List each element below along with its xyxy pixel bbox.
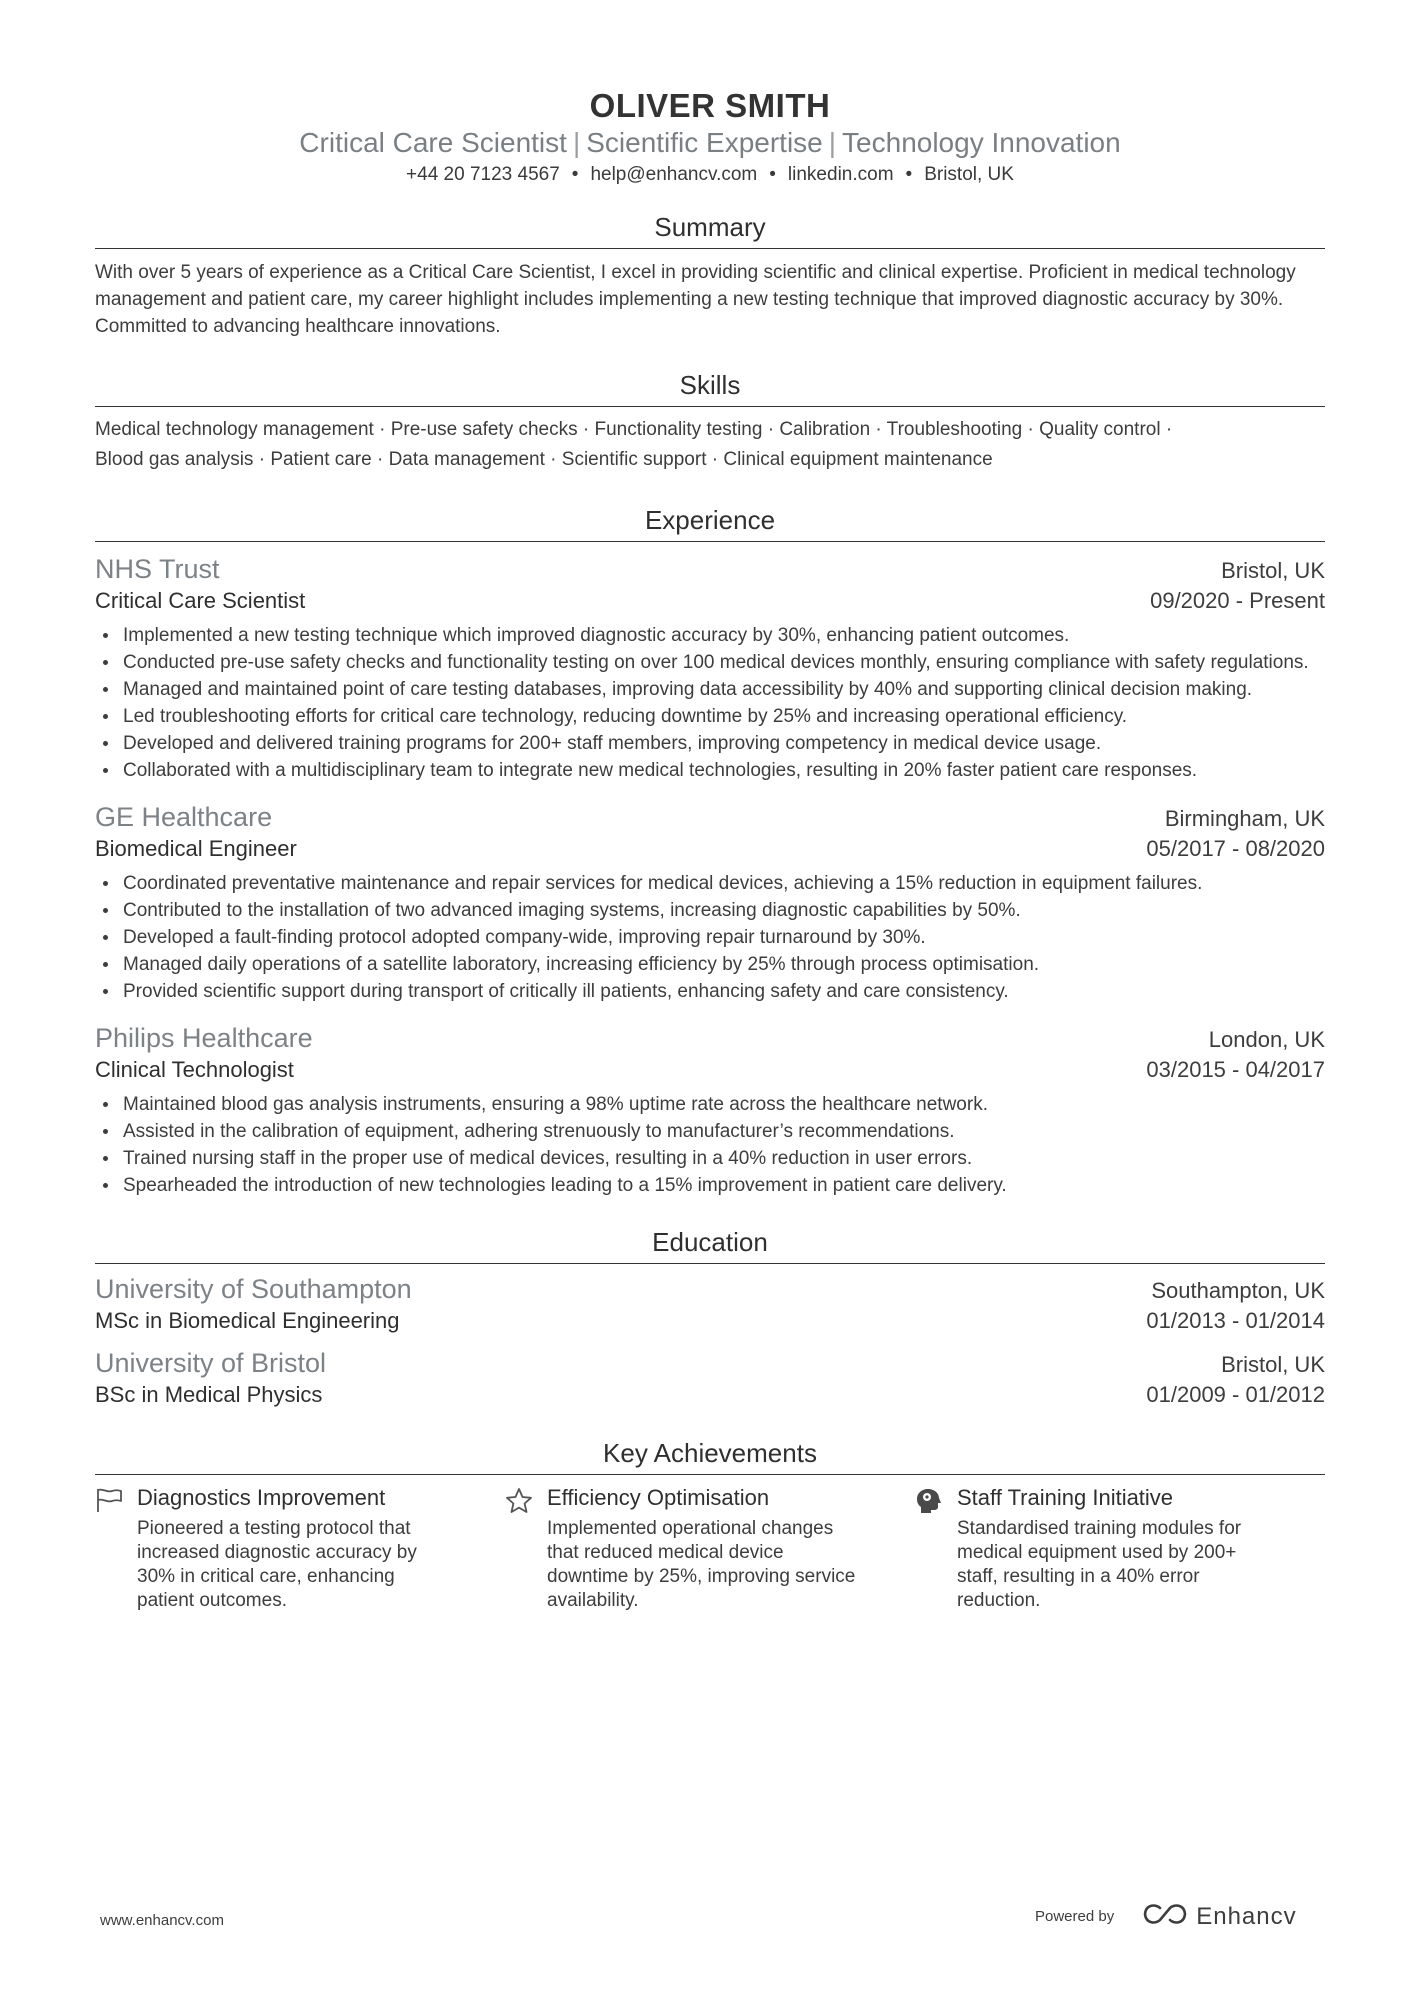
section-title: Summary: [95, 210, 1325, 249]
contact-separator: •: [905, 164, 913, 185]
bullet-item: Developed a fault-finding protocol adopted company-wide, improving repair turnaround by 30%.: [123, 924, 1325, 951]
job-entry: [95, 800, 1325, 1005]
achievement-item: [505, 1483, 915, 1613]
contact-separator: •: [769, 164, 776, 185]
degree: BSc in Medical Physics: [95, 1382, 323, 1407]
bullet-item: Led troubleshooting efforts for critical care technology, reducing downtime by 25% and increasing operational efficiency.: [123, 703, 1325, 730]
job-title: Biomedical Engineer: [95, 836, 297, 861]
flag-icon: [95, 1483, 137, 1613]
achievement-title: Diagnostics Improvement: [137, 1485, 386, 1510]
summary-section: [95, 210, 1325, 340]
company-name: Philips Healthcare: [95, 1023, 313, 1053]
bullet-item: Contributed to the installation of two advanced imaging systems, increasing diagnostic capabilities by 50%.: [123, 897, 1325, 924]
bullet-item: Developed and delivered training programs for 200+ staff members, improving competency in medical device usage.: [123, 730, 1325, 757]
achievement-title: Staff Training Initiative: [957, 1485, 1174, 1510]
bullet-item: Collaborated with a multidisciplinary team to integrate new medical technologies, resulting in 20% faster patient care responses.: [123, 757, 1325, 784]
skills-section: [95, 368, 1325, 475]
achievement-text: Pioneered a testing protocol that increased diagnostic accuracy by 30% in critical care, enhancing patient outcomes.: [137, 1518, 417, 1611]
footer-website-link[interactable]: www.enhancv.com: [100, 1912, 224, 1929]
skills-line: Medical technology management · Pre-use safety checks · Functionality testing · Calibration · Troubleshooting · Quality control ·: [95, 419, 1173, 440]
job-bullets: [95, 1091, 1325, 1199]
star-icon: [505, 1483, 547, 1613]
job-title: Critical Care Scientist: [95, 588, 306, 613]
tagline-separator: |: [828, 127, 837, 158]
job-entry: [95, 1021, 1325, 1199]
achievement-title: Efficiency Optimisation: [547, 1485, 770, 1510]
degree: MSc in Biomedical Engineering: [95, 1308, 400, 1333]
bullet-item: Spearheaded the introduction of new technologies leading to a 15% improvement in patient care delivery.: [123, 1172, 1325, 1199]
job-title: Clinical Technologist: [95, 1057, 294, 1082]
education-dates: 01/2013 - 01/2014: [1146, 1308, 1325, 1333]
bullet-item: Assisted in the calibration of equipment, adhering strenuously to manufacturer’s recommendations.: [123, 1118, 1325, 1145]
candidate-name: OLIVER SMITH: [589, 87, 831, 124]
brand-name[interactable]: Enhancv: [1196, 1902, 1297, 1930]
tagline: [95, 126, 1325, 160]
school-location: Southampton, UK: [1151, 1278, 1325, 1303]
achievement-text: Implemented operational changes that reduced medical device downtime by 25%, improving service availability.: [547, 1518, 856, 1611]
head-brain-icon: [915, 1483, 957, 1613]
section-title: Key Achievements: [95, 1436, 1325, 1475]
resume-page: [95, 0, 1325, 1613]
experience-section: [95, 503, 1325, 1199]
powered-by-label: Powered by: [1035, 1908, 1115, 1925]
achievements-section: [95, 1436, 1325, 1613]
company-name: GE Healthcare: [95, 802, 273, 832]
tagline-item: Technology Innovation: [842, 127, 1121, 158]
job-dates: 09/2020 - Present: [1150, 588, 1325, 613]
summary-text: With over 5 years of experience as a Critical Care Scientist, I excel in providing scientific and clinical expertise. Proficient in medical technology management and patient care, my career highlight includes implementing a new testing technique that improved diagnostic accuracy by 30%. Committed to advancing healthcare innovations.: [95, 262, 1296, 337]
location: Bristol, UK: [924, 164, 1014, 185]
section-title: Experience: [95, 503, 1325, 542]
bullet-item: Coordinated preventative maintenance and repair services for medical devices, achieving a 15% reduction in equipment failures.: [123, 870, 1325, 897]
education-entry: [95, 1346, 1325, 1410]
phone[interactable]: +44 20 7123 4567: [406, 164, 560, 185]
tagline-separator: |: [572, 127, 581, 158]
tagline-item: Scientific Expertise: [586, 127, 823, 158]
linkedin-link[interactable]: linkedin.com: [787, 164, 894, 185]
education-dates: 01/2009 - 01/2012: [1146, 1382, 1325, 1407]
achievement-item: [915, 1483, 1325, 1613]
bullet-item: Provided scientific support during transport of critically ill patients, enhancing safety and care consistency.: [123, 978, 1325, 1005]
job-location: London, UK: [1208, 1027, 1325, 1052]
job-location: Birmingham, UK: [1164, 806, 1325, 831]
achievements-grid: [95, 1483, 1325, 1613]
skills-line: Blood gas analysis · Patient care · Data management · Scientific support · Clinical equipment maintenance: [95, 449, 993, 470]
contact-info: [95, 162, 1325, 188]
skills-list: [95, 415, 1325, 475]
tagline-item: Critical Care Scientist: [299, 127, 567, 158]
job-bullets: [95, 870, 1325, 1005]
job-entry: [95, 552, 1325, 784]
bullet-item: Trained nursing staff in the proper use of medical devices, resulting in a 40% reduction in user errors.: [123, 1145, 1325, 1172]
contact-separator: •: [571, 164, 579, 185]
enhancv-logo-icon[interactable]: [1142, 1902, 1188, 1931]
bullet-item: Implemented a new testing technique which improved diagnostic accuracy by 30%, enhancing patient outcomes.: [123, 622, 1325, 649]
school-name: University of Bristol: [95, 1348, 327, 1378]
school-location: Bristol, UK: [1221, 1352, 1325, 1377]
job-location: Bristol, UK: [1221, 558, 1325, 583]
section-title: Skills: [95, 368, 1325, 407]
footer-branding: [1035, 1902, 1297, 1931]
company-name: NHS Trust: [95, 554, 220, 584]
education-entry: [95, 1272, 1325, 1336]
education-section: [95, 1225, 1325, 1410]
job-dates: 05/2017 - 08/2020: [1146, 836, 1325, 861]
achievement-text: Standardised training modules for medical equipment used by 200+ staff, resulting in a 40% error reduction.: [957, 1518, 1242, 1611]
job-bullets: [95, 622, 1325, 784]
bullet-item: Maintained blood gas analysis instruments, ensuring a 98% uptime rate across the healthcare network.: [123, 1091, 1325, 1118]
bullet-item: Managed and maintained point of care testing databases, improving data accessibility by 40% and supporting clinical decision making.: [123, 676, 1325, 703]
achievement-item: [95, 1483, 505, 1613]
bullet-item: Managed daily operations of a satellite laboratory, increasing efficiency by 25% through process optimisation.: [123, 951, 1325, 978]
job-dates: 03/2015 - 04/2017: [1146, 1057, 1325, 1082]
bullet-item: Conducted pre-use safety checks and functionality testing on over 100 medical devices monthly, ensuring compliance with safety regulations.: [123, 649, 1325, 676]
email[interactable]: help@enhancv.com: [590, 164, 758, 185]
section-title: Education: [95, 1225, 1325, 1264]
school-name: University of Southampton: [95, 1274, 412, 1304]
